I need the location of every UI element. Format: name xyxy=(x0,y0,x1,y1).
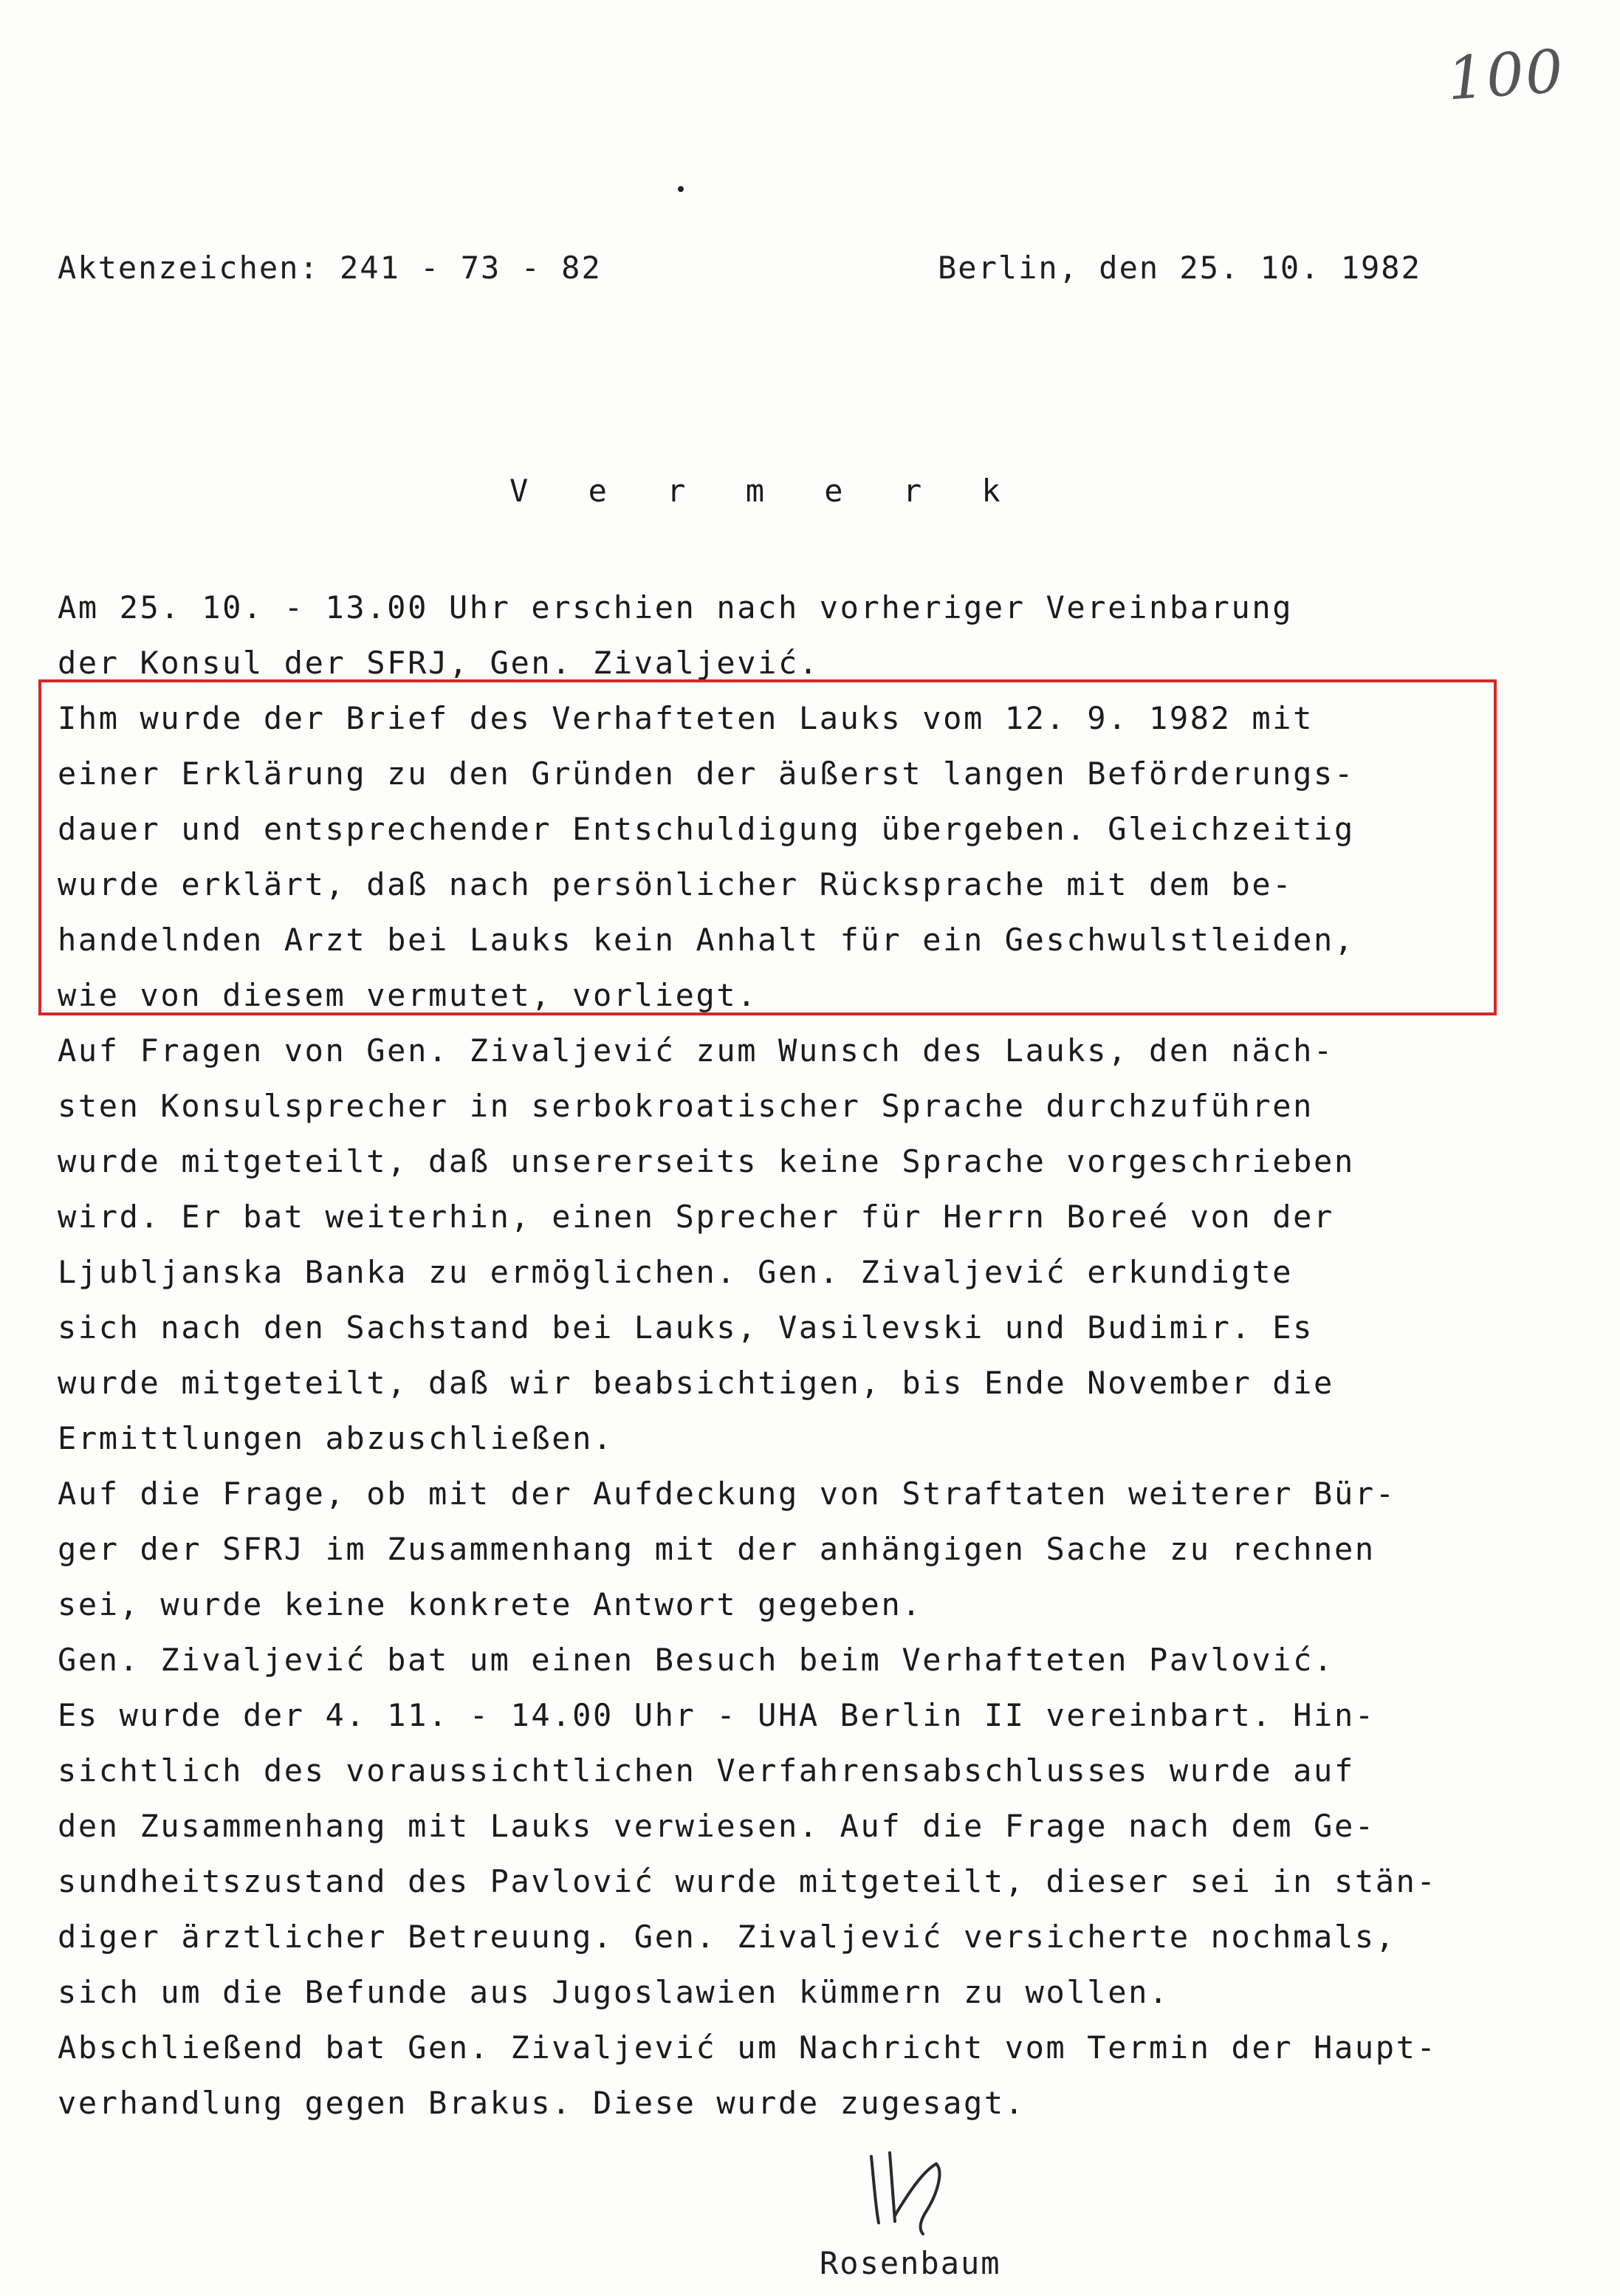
body-line: sten Konsulsprecher in serbokroatischer Sprache durchzuführen xyxy=(58,1088,1314,1124)
body-line: sei, wurde keine konkrete Antwort gegeben. xyxy=(58,1586,923,1622)
body-line: wurde mitgeteilt, daß wir beabsichtigen, bis Ende November die xyxy=(58,1365,1334,1401)
body-line: handelnden Arzt bei Lauks kein Anhalt für ein Geschwulstleiden, xyxy=(58,922,1355,958)
body-line: sich um die Befunde aus Jugoslawien kümmern zu wollen. xyxy=(58,1974,1170,2010)
body-line: wird. Er bat weiterhin, einen Sprecher für Herrn Boreé von der xyxy=(58,1199,1334,1235)
handwritten-signature xyxy=(849,2142,967,2238)
highlight-box xyxy=(38,679,1497,1015)
body-line: der Konsul der SFRJ, Gen. Zivaljević. xyxy=(58,645,820,681)
body-line: Auf Fragen von Gen. Zivaljević zum Wunsch des Lauks, den näch- xyxy=(58,1032,1334,1069)
body-line: ger der SFRJ im Zusammenhang mit der anhängigen Sache zu rechnen xyxy=(58,1531,1376,1567)
body-line: Ljubljanska Banka zu ermöglichen. Gen. Zivaljević erkundigte xyxy=(58,1254,1294,1290)
handwritten-page-number: 100 xyxy=(1444,36,1567,114)
body-line: wurde erklärt, daß nach persönlicher Rücksprache mit dem be- xyxy=(58,866,1294,902)
body-line: wurde mitgeteilt, daß unsererseits keine Sprache vorgeschrieben xyxy=(58,1143,1355,1179)
body-line: Auf die Frage, ob mit der Aufdeckung von Straftaten weiterer Bür- xyxy=(58,1476,1396,1512)
file-reference: Aktenzeichen: 241 - 73 - 82 xyxy=(58,250,602,286)
document-title: V e r m e r k xyxy=(509,473,1021,509)
body-line: Abschließend bat Gen. Zivaljević um Nachricht vom Termin der Haupt- xyxy=(58,2029,1438,2066)
ink-speck xyxy=(678,186,684,192)
body-line: Gen. Zivaljević bat um einen Besuch beim Verhafteten Pavlović. xyxy=(58,1642,1334,1678)
body-line: Ermittlungen abzuschließen. xyxy=(58,1420,614,1456)
body-line: Am 25. 10. - 13.00 Uhr erschien nach vorheriger Vereinbarung xyxy=(58,589,1294,626)
body-line: dauer und entsprechender Entschuldigung übergeben. Gleichzeitig xyxy=(58,811,1355,847)
body-line: sundheitszustand des Pavlović wurde mitgeteilt, dieser sei in stän- xyxy=(58,1863,1438,1899)
body-line: sich nach den Sachstand bei Lauks, Vasilevski und Budimir. Es xyxy=(58,1309,1314,1346)
signer-name: Rosenbaum xyxy=(820,2245,1001,2281)
body-line: Ihm wurde der Brief des Verhafteten Lauks vom 12. 9. 1982 mit xyxy=(58,700,1314,736)
body-line: verhandlung gegen Brakus. Diese wurde zugesagt. xyxy=(58,2085,1026,2121)
body-line: diger ärztlicher Betreuung. Gen. Zivaljević versicherte nochmals, xyxy=(58,1919,1396,1955)
body-line: einer Erklärung zu den Gründen der äußerst langen Beförderungs- xyxy=(58,755,1355,792)
body-line: wie von diesem vermutet, vorliegt. xyxy=(58,977,758,1013)
body-line: sichtlich des voraussichtlichen Verfahrensabschlusses wurde auf xyxy=(58,1752,1355,1789)
place-and-date: Berlin, den 25. 10. 1982 xyxy=(938,250,1421,286)
body-line: Es wurde der 4. 11. - 14.00 Uhr - UHA Berlin II vereinbart. Hin- xyxy=(58,1697,1376,1733)
body-line: den Zusammenhang mit Lauks verwiesen. Auf die Frage nach dem Ge- xyxy=(58,1808,1376,1844)
